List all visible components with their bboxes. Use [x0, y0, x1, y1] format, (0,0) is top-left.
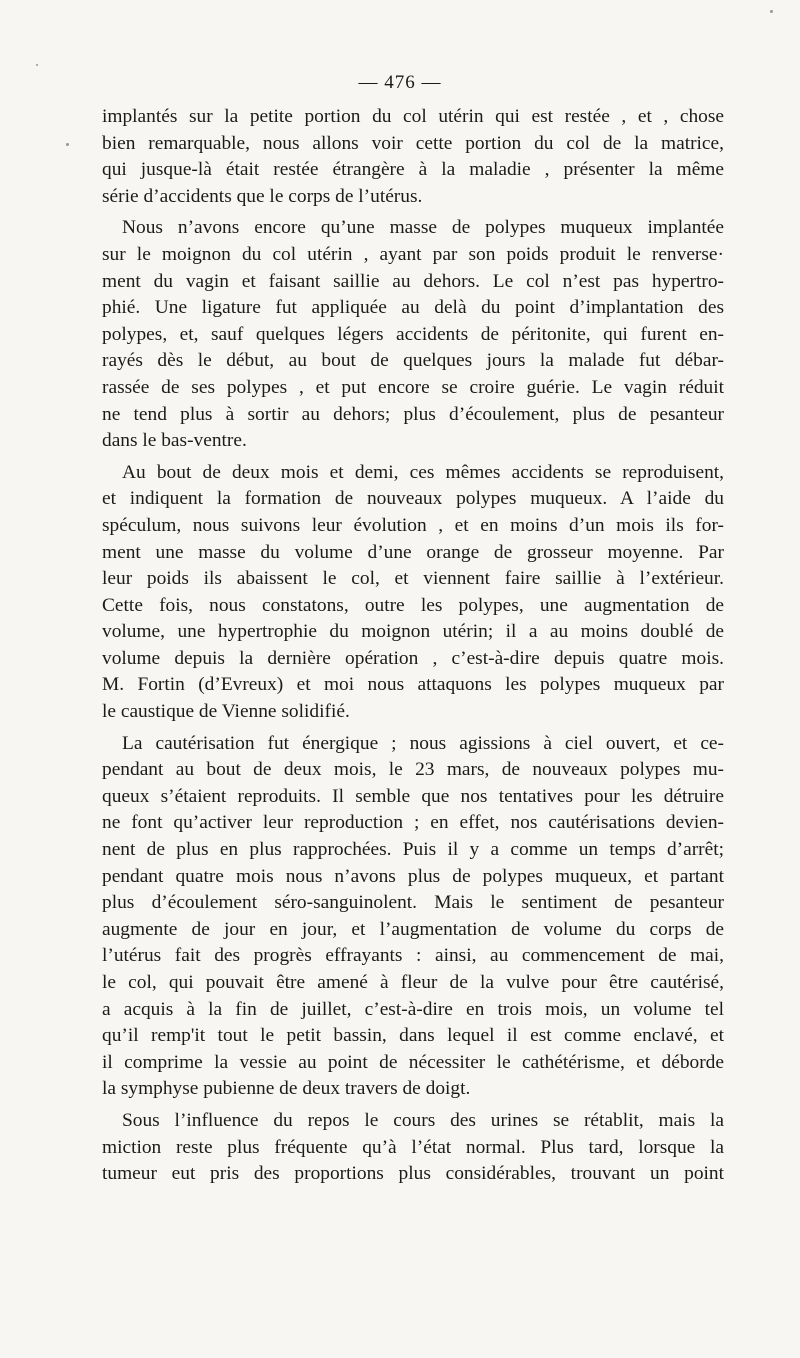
print-speck: [770, 10, 773, 13]
text-line: Au bout de deux mois et demi, ces mêmes accidents se reproduisent,: [122, 461, 724, 483]
text-line: miction reste plus fréquente qu’à l’état normal. Plus tard, lorsque la: [102, 1136, 724, 1158]
paragraph: [102, 215, 724, 454]
text-line: dans le bas-ventre.: [102, 430, 247, 452]
text-line: et indiquent la formation de nouveaux polypes muqueux. A l’aide du: [102, 488, 724, 510]
text-line: le col, qui pouvait être amené à fleur de la vulve pour être cautérisé,: [102, 972, 724, 993]
text-line: leur poids ils abaissent le col, et viennent faire saillie à l’extérieur.: [102, 568, 724, 590]
text-line: le caustique de Vienne solidifié.: [102, 701, 350, 723]
text-line: Sous l’influence du repos le cours des urines se rétablit, mais la: [122, 1109, 724, 1131]
text-line: tumeur eut pris des proportions plus considérables, trouvant un point: [102, 1163, 724, 1185]
text-line: M. Fortin (d’Evreux) et moi nous attaquons les polypes muqueux par: [102, 674, 724, 696]
print-speck: [66, 143, 69, 146]
text-line: série d’accidents que le corps de l’utérus.: [102, 185, 423, 207]
text-line: spéculum, nous suivons leur évolution , et en moins d’un mois ils for-: [102, 514, 724, 536]
page-number: — 476 —: [358, 72, 442, 93]
text-line: ne font qu’activer leur reproduction ; en effet, nos cautérisations devien-: [102, 812, 724, 834]
text-line: l’utérus fait des progrès effrayants : ainsi, au commencement de mai,: [102, 945, 724, 967]
text-line: queux s’étaient reproduits. Il semble que nos tentatives pour les détruire: [102, 785, 724, 807]
text-line: implantés sur la petite portion du col utérin qui est restée , et , chose: [102, 106, 724, 127]
text-line: il comprime la vessie au point de nécessiter le cathétérisme, et déborde: [102, 1051, 724, 1073]
text-line: phié. Une ligature fut appliquée au delà du point d’implantation des: [102, 297, 724, 319]
paragraph: [102, 104, 724, 210]
text-line: la symphyse pubienne de deux travers de doigt.: [102, 1078, 471, 1100]
text-line: bien remarquable, nous allons voir cette portion du col de la matrice,: [102, 132, 724, 154]
paragraph: [102, 460, 724, 726]
text-line: volume, une hypertrophie du moignon utérin; il a au moins doublé de: [102, 621, 724, 643]
text-line: qu’il remp'it tout le petit bassin, dans lequel il est comme enclavé, et: [102, 1025, 724, 1047]
text-line: rassée de ses polypes , et put encore se croire guérie. Le vagin réduit: [102, 376, 724, 398]
text-line: sur le moignon du col utérin , ayant par son poids produit le renverse·: [102, 243, 724, 265]
text-line: pendant quatre mois nous n’avons plus de polypes muqueux, et partant: [102, 865, 724, 887]
text-line: Cette fois, nous constatons, outre les polypes, une augmentation de: [102, 594, 724, 616]
print-speck: [36, 64, 38, 66]
text-line: plus d’écoulement séro-sanguinolent. Mais le sentiment de pesanteur: [102, 892, 724, 914]
paragraph: [102, 731, 724, 1103]
text-line: ment une masse du volume d’une orange de grosseur moyenne. Par: [102, 541, 724, 563]
text-line: ne tend plus à sortir au dehors; plus d’écoulement, plus de pesanteur: [102, 403, 724, 425]
text-line: nent de plus en plus rapprochées. Puis il y a comme un temps d’arrêt;: [102, 839, 724, 861]
text-line: rayés dès le début, au bout de quelques jours la malade fut débar-: [102, 350, 724, 372]
text-line: La cautérisation fut énergique ; nous agissions à ciel ouvert, et ce-: [122, 732, 724, 754]
body-text: [102, 104, 724, 1193]
text-line: volume depuis la dernière opération , c’est-à-dire depuis quatre mois.: [102, 647, 724, 669]
text-line: a acquis à la fin de juillet, c’est-à-dire en trois mois, un volume tel: [102, 998, 724, 1020]
text-line: Nous n’avons encore qu’une masse de polypes muqueux implantée: [122, 217, 724, 239]
text-line: pendant au bout de deux mois, le 23 mars, de nouveaux polypes mu-: [102, 759, 724, 781]
text-line: polypes, et, sauf quelques légers accidents de péritonite, qui furent en-: [102, 323, 724, 345]
paragraph: [102, 1108, 724, 1188]
text-line: ment du vagin et faisant saillie au dehors. Le col n’est pas hypertro-: [102, 270, 724, 292]
text-line: augmente de jour en jour, et l’augmentation de volume du corps de: [102, 918, 724, 940]
text-line: qui jusque-là était restée étrangère à la maladie , présenter la même: [102, 159, 724, 181]
